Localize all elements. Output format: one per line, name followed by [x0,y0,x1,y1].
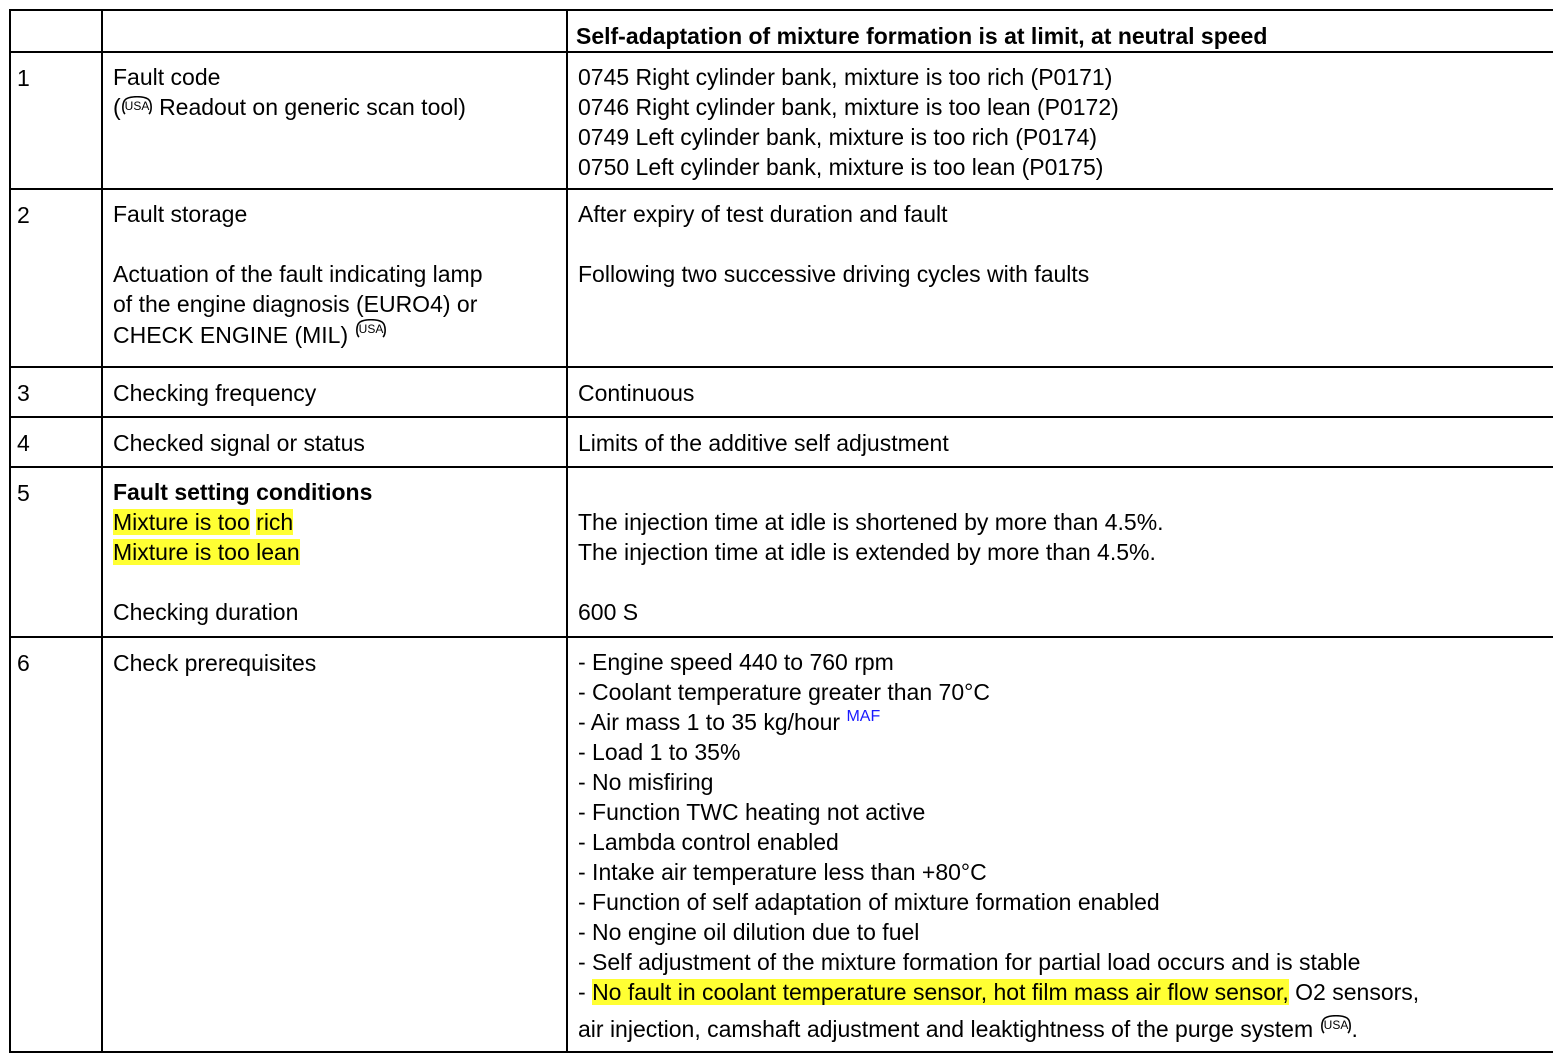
prerequisite-item: - No fault in coolant temperature sensor, hot film mass air flow sensor, O2 sensors, [578,979,1420,1005]
row-label-cell [102,417,567,467]
svg-text:USA: USA [124,99,150,113]
fault-code-value: 0749 Left cylinder bank, mixture is too rich (P0174) [578,124,1098,150]
row-number-cell [10,467,102,637]
row-number: 3 [17,380,30,406]
fault-code-sublabel: ( USA Readout on generic scan tool) [113,94,466,120]
svg-text:USA: USA [1323,1018,1348,1032]
table-row-2 [10,189,1553,367]
table-row-1 [10,52,1553,189]
lamp-actuation-value: Following two successive driving cycles with faults [578,261,1090,287]
usa-badge-icon [1320,1015,1352,1035]
header-col2 [102,10,567,52]
usa-badge-icon [355,319,387,339]
maf-link[interactable]: MAF [846,708,881,725]
fault-setting-conditions-heading: Fault setting conditions [113,479,373,505]
checked-signal-label: Checked signal or status [113,430,365,456]
row-label-cell [102,637,567,1052]
row-number-cell [10,637,102,1052]
row-number: 4 [17,430,30,456]
checking-frequency-label: Checking frequency [113,380,317,406]
header-col1 [10,10,102,52]
lamp-actuation-label: CHECK ENGINE (MIL) USA [113,319,558,349]
row-label-cell [102,467,567,637]
checking-duration-label: Checking duration [113,599,299,625]
table-row-3 [10,367,1553,417]
row-number-cell [10,189,102,367]
checking-duration-value: 600 S [578,599,639,625]
usa-badge-icon [121,96,153,116]
header-row [10,10,1553,52]
row-number-cell [10,367,102,417]
lamp-actuation-label: of the engine diagnosis (EURO4) or [113,291,478,317]
prerequisite-item: - Intake air temperature less than +80°C [578,859,987,885]
row-label-cell [102,52,567,189]
row-number: 5 [17,480,30,506]
row-value-cell [567,189,1553,367]
row-value-cell [567,52,1553,189]
fault-code-value: 0746 Right cylinder bank, mixture is too lean (P0172) [578,94,1119,120]
rich-condition-label: Mixture is too rich [113,509,294,535]
checked-signal-value: Limits of the additive self adjustment [578,430,949,456]
fault-code-value: 0745 Right cylinder bank, mixture is too rich (P0171) [578,64,1113,90]
prerequisite-item: air injection, camshaft adjustment and leaktightness of the purge system USA . [578,1016,1358,1042]
table-row-5 [10,467,1553,637]
table-row-4 [10,417,1553,467]
lean-condition-label: Mixture is too lean [113,539,300,565]
prerequisite-item: - Function of self adaptation of mixture formation enabled [578,889,1160,915]
row-number: 6 [17,650,30,676]
prerequisite-item: - Air mass 1 to 35 kg/hour $^{MAF}$ [578,708,881,735]
row-label-cell [102,189,567,367]
prerequisite-item: - Coolant temperature greater than 70°C [578,679,990,705]
prerequisite-item: - No misfiring [578,769,714,795]
lamp-actuation-label: Actuation of the fault indicating lamp [113,261,483,287]
diagnostic-table [9,9,1553,1053]
row-label-cell [102,367,567,417]
row-number-cell [10,417,102,467]
row-number: 1 [17,65,30,91]
prerequisite-item: - No engine oil dilution due to fuel [578,919,920,945]
fault-storage-value: After expiry of test duration and fault [578,201,948,227]
row-number: 2 [17,202,30,228]
table-title: Self-adaptation of mixture formation is at limit, at neutral speed [576,23,1268,49]
row-value-cell [567,417,1553,467]
header-title-cell [567,10,1553,52]
prerequisite-item: - Self adjustment of the mixture formation for partial load occurs and is stable [578,949,1361,975]
check-prerequisites-label: Check prerequisites [113,650,317,676]
checking-frequency-value: Continuous [578,380,695,406]
prerequisite-item: - Load 1 to 35% [578,739,741,765]
fault-code-value: 0750 Left cylinder bank, mixture is too lean (P0175) [578,154,1104,180]
row-number-cell [10,52,102,189]
fault-storage-label: Fault storage [113,201,248,227]
fault-code-label: Fault code [113,64,221,90]
prerequisite-item: - Function TWC heating not active [578,799,926,825]
svg-text:USA: USA [358,322,383,336]
row-value-cell [567,637,1553,1052]
rich-condition-value: The injection time at idle is shortened by more than 4.5%. [578,509,1164,535]
row-value-cell [567,367,1553,417]
row-value-cell [567,467,1553,637]
prerequisite-item: - Lambda control enabled [578,829,839,855]
lean-condition-value: The injection time at idle is extended by more than 4.5%. [578,539,1156,565]
prerequisite-item: - Engine speed 440 to 760 rpm [578,649,894,675]
table-row-6 [10,637,1553,1052]
